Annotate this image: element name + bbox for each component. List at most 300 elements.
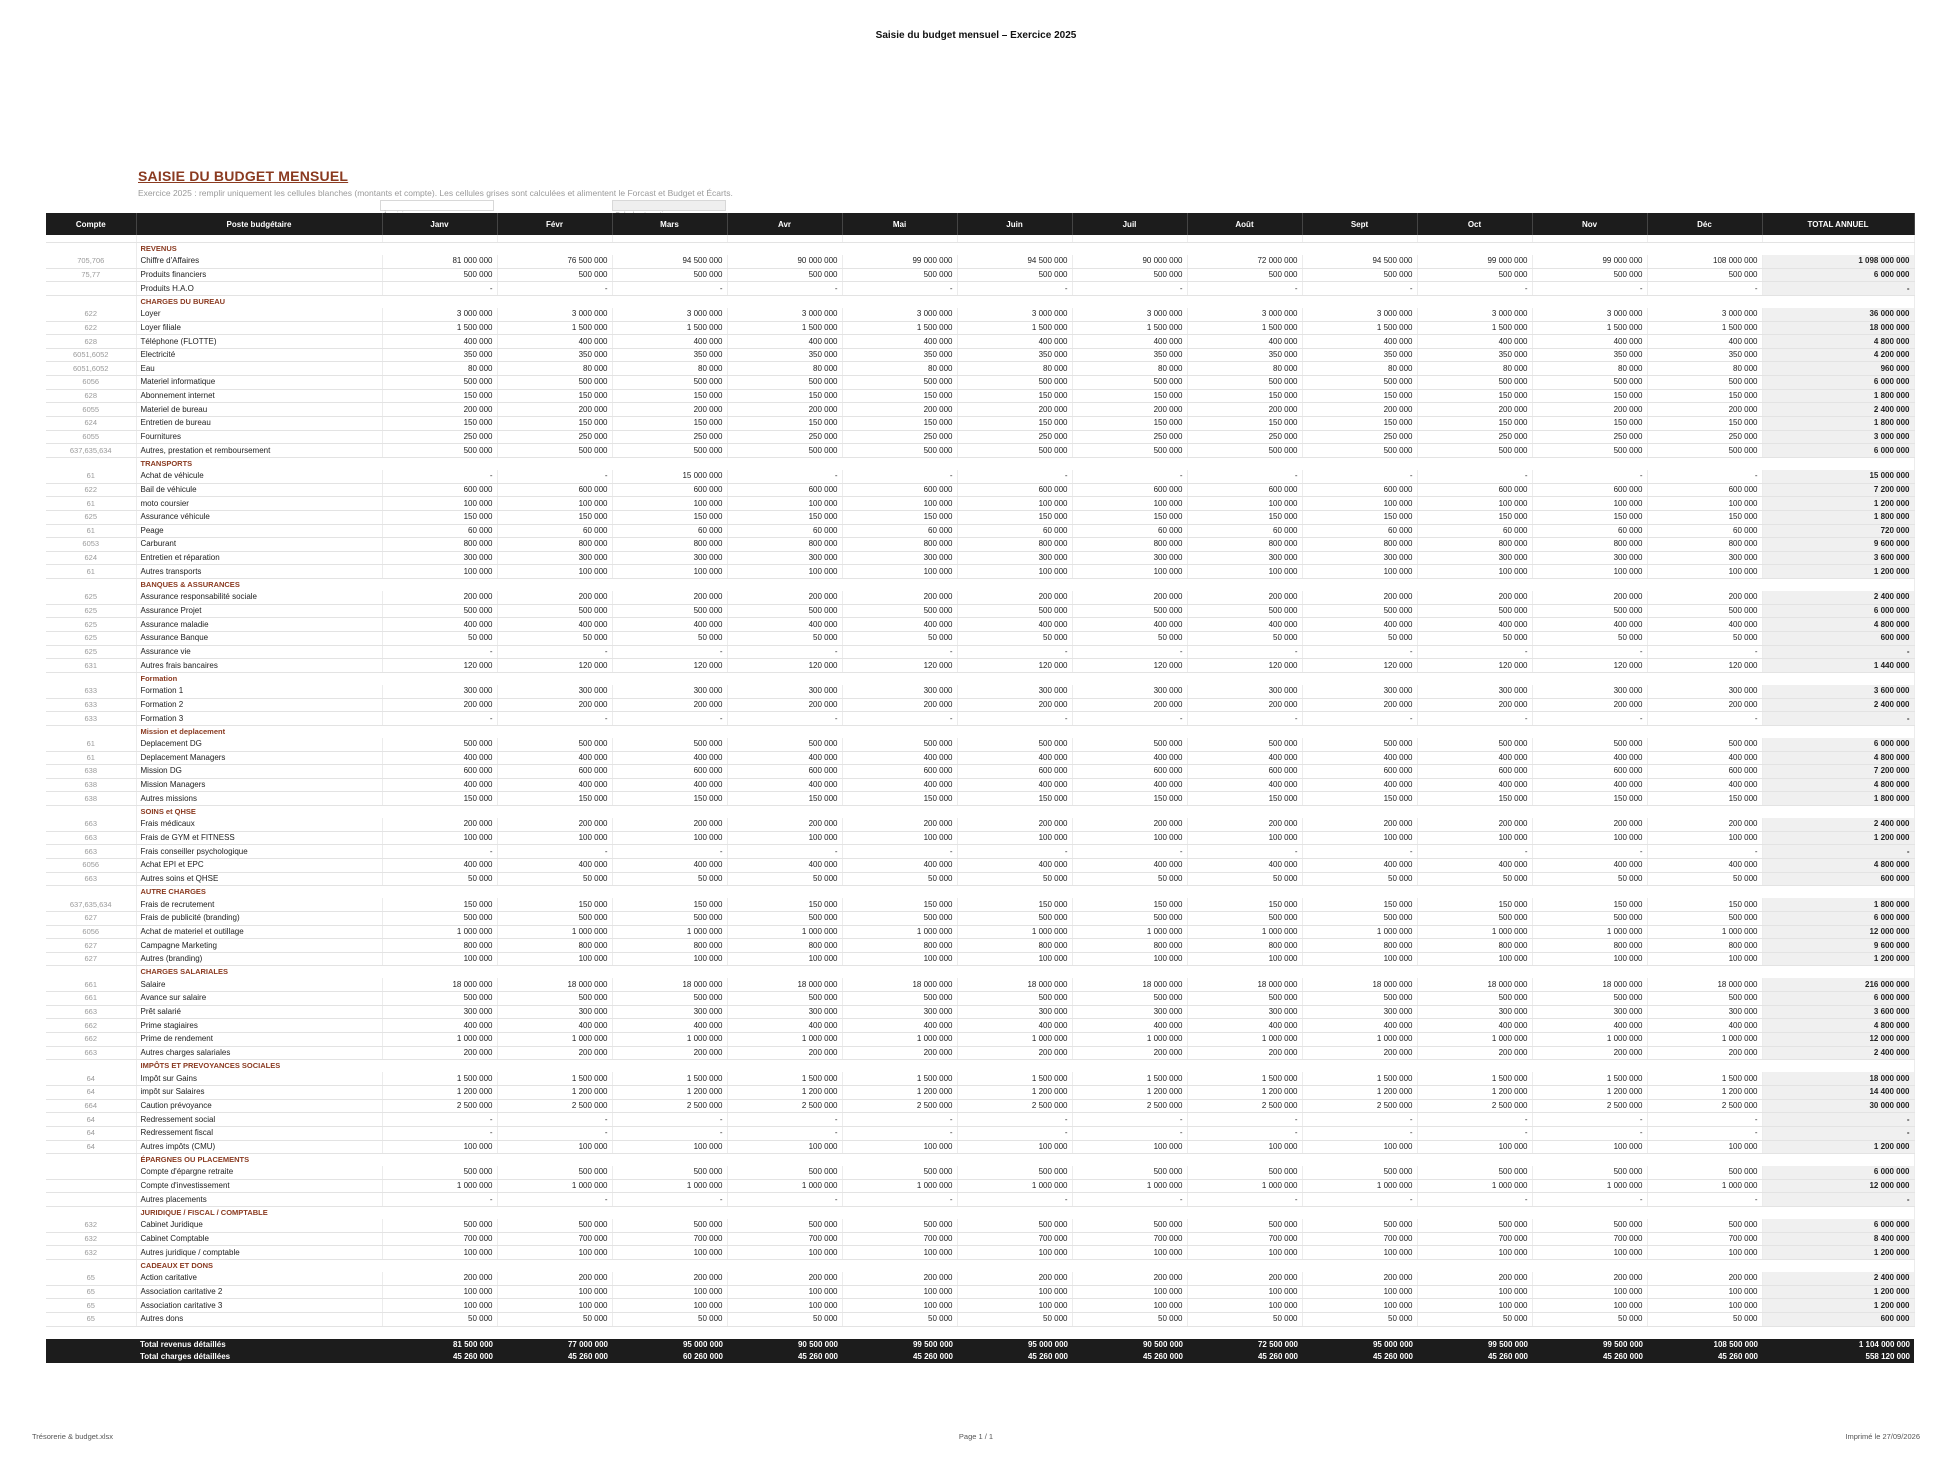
month-amount-cell[interactable]: 250 000: [1417, 430, 1532, 444]
month-amount-cell[interactable]: 150 000: [842, 510, 957, 524]
month-amount-cell[interactable]: 200 000: [382, 1046, 497, 1060]
month-amount-cell[interactable]: 400 000: [1302, 618, 1417, 632]
month-amount-cell[interactable]: 500 000: [1302, 992, 1417, 1006]
month-amount-cell[interactable]: 400 000: [382, 335, 497, 349]
month-amount-cell[interactable]: 150 000: [727, 792, 842, 806]
month-amount-cell[interactable]: 100 000: [382, 952, 497, 966]
month-amount-cell[interactable]: 500 000: [957, 738, 1072, 751]
month-amount-cell[interactable]: 200 000: [842, 591, 957, 604]
month-amount-cell[interactable]: -: [1647, 470, 1762, 483]
month-amount-cell[interactable]: 100 000: [497, 565, 612, 579]
month-amount-cell[interactable]: 18 000 000: [382, 978, 497, 991]
month-amount-cell[interactable]: 200 000: [1072, 698, 1187, 712]
month-amount-cell[interactable]: 150 000: [1187, 389, 1302, 403]
month-amount-cell[interactable]: 500 000: [842, 268, 957, 282]
month-amount-cell[interactable]: 700 000: [1417, 1232, 1532, 1246]
month-amount-cell[interactable]: -: [1187, 1193, 1302, 1207]
month-amount-cell[interactable]: 600 000: [1302, 765, 1417, 779]
month-amount-cell[interactable]: 500 000: [727, 992, 842, 1006]
account-code-cell[interactable]: 61: [46, 497, 136, 511]
month-amount-cell[interactable]: 100 000: [1072, 952, 1187, 966]
month-amount-cell[interactable]: 100 000: [1417, 1285, 1532, 1299]
month-amount-cell[interactable]: 100 000: [382, 1285, 497, 1299]
month-amount-cell[interactable]: 250 000: [842, 430, 957, 444]
month-amount-cell[interactable]: 1 500 000: [957, 321, 1072, 335]
month-amount-cell[interactable]: 700 000: [382, 1232, 497, 1246]
month-amount-cell[interactable]: 120 000: [1072, 659, 1187, 673]
budget-line-label[interactable]: Assurance Banque: [136, 632, 382, 646]
month-amount-cell[interactable]: 1 000 000: [1532, 925, 1647, 939]
month-amount-cell[interactable]: 200 000: [1647, 591, 1762, 604]
month-amount-cell[interactable]: 2 500 000: [1647, 1099, 1762, 1113]
month-amount-cell[interactable]: 350 000: [842, 348, 957, 362]
month-amount-cell[interactable]: 400 000: [957, 1019, 1072, 1033]
month-amount-cell[interactable]: 500 000: [727, 1219, 842, 1232]
month-amount-cell[interactable]: 300 000: [612, 1005, 727, 1019]
budget-line-label[interactable]: Materiel de bureau: [136, 403, 382, 417]
month-amount-cell[interactable]: 400 000: [497, 858, 612, 872]
month-amount-cell[interactable]: 500 000: [1187, 268, 1302, 282]
month-amount-cell[interactable]: 120 000: [842, 659, 957, 673]
month-amount-cell[interactable]: 200 000: [1187, 403, 1302, 417]
month-amount-cell[interactable]: 500 000: [727, 376, 842, 390]
month-amount-cell[interactable]: 200 000: [842, 403, 957, 417]
month-amount-cell[interactable]: 350 000: [1187, 348, 1302, 362]
month-amount-cell[interactable]: 500 000: [1302, 376, 1417, 390]
account-code-cell[interactable]: [46, 282, 136, 296]
month-amount-cell[interactable]: 500 000: [1647, 1166, 1762, 1179]
month-amount-cell[interactable]: 100 000: [957, 497, 1072, 511]
month-amount-cell[interactable]: -: [1417, 645, 1532, 659]
month-amount-cell[interactable]: 80 000: [497, 362, 612, 376]
month-amount-cell[interactable]: 100 000: [1302, 831, 1417, 845]
month-amount-cell[interactable]: 60 000: [612, 524, 727, 538]
budget-line-label[interactable]: Autres (branding): [136, 952, 382, 966]
month-amount-cell[interactable]: -: [842, 470, 957, 483]
month-amount-cell[interactable]: 100 000: [1417, 1299, 1532, 1313]
month-amount-cell[interactable]: 150 000: [1072, 792, 1187, 806]
month-amount-cell[interactable]: 500 000: [1647, 376, 1762, 390]
month-amount-cell[interactable]: 400 000: [1417, 778, 1532, 792]
budget-line-label[interactable]: Compte d'investissement: [136, 1179, 382, 1193]
month-amount-cell[interactable]: 1 200 000: [1187, 1085, 1302, 1099]
month-amount-cell[interactable]: 200 000: [1187, 698, 1302, 712]
month-amount-cell[interactable]: 200 000: [1532, 1046, 1647, 1060]
month-amount-cell[interactable]: 1 500 000: [1647, 1072, 1762, 1085]
month-amount-cell[interactable]: 100 000: [1532, 1285, 1647, 1299]
month-amount-cell[interactable]: 400 000: [1532, 335, 1647, 349]
month-amount-cell[interactable]: 700 000: [1187, 1232, 1302, 1246]
month-amount-cell[interactable]: 200 000: [497, 1272, 612, 1285]
month-amount-cell[interactable]: 500 000: [957, 444, 1072, 458]
month-amount-cell[interactable]: 500 000: [727, 268, 842, 282]
month-amount-cell[interactable]: -: [612, 645, 727, 659]
month-amount-cell[interactable]: 80 000: [842, 362, 957, 376]
month-amount-cell[interactable]: 1 000 000: [1417, 1033, 1532, 1047]
month-amount-cell[interactable]: 2 500 000: [1532, 1099, 1647, 1113]
month-amount-cell[interactable]: 500 000: [1072, 268, 1187, 282]
budget-line-label[interactable]: Autres juridique / comptable: [136, 1246, 382, 1260]
month-amount-cell[interactable]: 200 000: [1417, 1272, 1532, 1285]
month-amount-cell[interactable]: 200 000: [1302, 698, 1417, 712]
month-amount-cell[interactable]: 500 000: [1072, 992, 1187, 1006]
month-amount-cell[interactable]: 600 000: [1647, 483, 1762, 497]
month-amount-cell[interactable]: 1 200 000: [1647, 1085, 1762, 1099]
month-amount-cell[interactable]: 300 000: [612, 551, 727, 565]
month-amount-cell[interactable]: 1 000 000: [382, 1033, 497, 1047]
month-amount-cell[interactable]: 500 000: [1417, 911, 1532, 925]
month-amount-cell[interactable]: 500 000: [727, 444, 842, 458]
month-amount-cell[interactable]: 400 000: [1302, 858, 1417, 872]
month-amount-cell[interactable]: 200 000: [497, 591, 612, 604]
month-amount-cell[interactable]: 400 000: [612, 1019, 727, 1033]
account-code-cell[interactable]: 61: [46, 470, 136, 483]
month-amount-cell[interactable]: 500 000: [1187, 1166, 1302, 1179]
month-amount-cell[interactable]: 300 000: [1187, 1005, 1302, 1019]
month-amount-cell[interactable]: 90 000 000: [1072, 255, 1187, 268]
month-amount-cell[interactable]: 50 000: [842, 1312, 957, 1326]
month-amount-cell[interactable]: 100 000: [497, 1246, 612, 1260]
month-amount-cell[interactable]: 3 000 000: [1532, 308, 1647, 321]
month-amount-cell[interactable]: 1 000 000: [1072, 925, 1187, 939]
month-amount-cell[interactable]: -: [1417, 1113, 1532, 1127]
month-amount-cell[interactable]: 100 000: [382, 565, 497, 579]
month-amount-cell[interactable]: 150 000: [382, 389, 497, 403]
month-amount-cell[interactable]: 50 000: [1187, 1312, 1302, 1326]
account-code-cell[interactable]: 664: [46, 1099, 136, 1113]
month-amount-cell[interactable]: 600 000: [1302, 483, 1417, 497]
month-amount-cell[interactable]: 50 000: [727, 632, 842, 646]
month-amount-cell[interactable]: 500 000: [612, 444, 727, 458]
month-amount-cell[interactable]: 100 000: [1187, 1140, 1302, 1154]
month-amount-cell[interactable]: 150 000: [957, 417, 1072, 431]
month-amount-cell[interactable]: 500 000: [497, 444, 612, 458]
month-amount-cell[interactable]: 200 000: [1647, 1046, 1762, 1060]
month-amount-cell[interactable]: 400 000: [1187, 751, 1302, 765]
month-amount-cell[interactable]: 100 000: [1187, 952, 1302, 966]
month-amount-cell[interactable]: 150 000: [1302, 389, 1417, 403]
month-amount-cell[interactable]: 350 000: [1302, 348, 1417, 362]
month-amount-cell[interactable]: -: [497, 1113, 612, 1127]
month-amount-cell[interactable]: 100 000: [1532, 497, 1647, 511]
month-amount-cell[interactable]: 18 000 000: [1532, 978, 1647, 991]
month-amount-cell[interactable]: 400 000: [842, 858, 957, 872]
month-amount-cell[interactable]: 200 000: [497, 403, 612, 417]
month-amount-cell[interactable]: 120 000: [612, 659, 727, 673]
month-amount-cell[interactable]: 200 000: [612, 818, 727, 831]
month-amount-cell[interactable]: 18 000 000: [842, 978, 957, 991]
budget-line-label[interactable]: Produits financiers: [136, 268, 382, 282]
month-amount-cell[interactable]: 500 000: [957, 911, 1072, 925]
budget-line-label[interactable]: Autres soins et QHSE: [136, 872, 382, 886]
month-amount-cell[interactable]: 500 000: [497, 738, 612, 751]
month-amount-cell[interactable]: 1 000 000: [1187, 1179, 1302, 1193]
month-amount-cell[interactable]: 200 000: [1302, 403, 1417, 417]
month-amount-cell[interactable]: 150 000: [1647, 898, 1762, 911]
month-amount-cell[interactable]: 150 000: [1187, 898, 1302, 911]
month-amount-cell[interactable]: 600 000: [957, 483, 1072, 497]
budget-line-label[interactable]: Action caritative: [136, 1272, 382, 1285]
month-amount-cell[interactable]: 3 000 000: [1417, 308, 1532, 321]
month-amount-cell[interactable]: 500 000: [1072, 376, 1187, 390]
month-amount-cell[interactable]: 50 000: [1072, 632, 1187, 646]
month-amount-cell[interactable]: 300 000: [382, 551, 497, 565]
month-amount-cell[interactable]: 60 000: [1532, 524, 1647, 538]
budget-line-label[interactable]: Impôt sur Gains: [136, 1072, 382, 1085]
month-amount-cell[interactable]: 200 000: [1187, 1046, 1302, 1060]
month-amount-cell[interactable]: 150 000: [727, 417, 842, 431]
month-amount-cell[interactable]: 100 000: [727, 1246, 842, 1260]
month-amount-cell[interactable]: -: [1072, 712, 1187, 726]
budget-line-label[interactable]: Deplacement Managers: [136, 751, 382, 765]
month-amount-cell[interactable]: 200 000: [1187, 591, 1302, 604]
month-amount-cell[interactable]: 500 000: [727, 738, 842, 751]
budget-line-label[interactable]: Eau: [136, 362, 382, 376]
month-amount-cell[interactable]: 400 000: [727, 751, 842, 765]
month-amount-cell[interactable]: 50 000: [1647, 872, 1762, 886]
budget-line-label[interactable]: Compte d'épargne retraite: [136, 1166, 382, 1179]
month-amount-cell[interactable]: 100 000: [1532, 831, 1647, 845]
month-amount-cell[interactable]: 500 000: [1532, 1219, 1647, 1232]
month-amount-cell[interactable]: 700 000: [842, 1232, 957, 1246]
month-amount-cell[interactable]: 800 000: [1187, 538, 1302, 552]
month-amount-cell[interactable]: 150 000: [1417, 510, 1532, 524]
month-amount-cell[interactable]: 18 000 000: [497, 978, 612, 991]
month-amount-cell[interactable]: 500 000: [957, 376, 1072, 390]
month-amount-cell[interactable]: 80 000: [1302, 362, 1417, 376]
month-amount-cell[interactable]: 1 000 000: [497, 925, 612, 939]
budget-line-label[interactable]: Peage: [136, 524, 382, 538]
month-amount-cell[interactable]: 50 000: [1532, 872, 1647, 886]
month-amount-cell[interactable]: 500 000: [1417, 738, 1532, 751]
month-amount-cell[interactable]: 500 000: [1647, 911, 1762, 925]
month-amount-cell[interactable]: 500 000: [842, 911, 957, 925]
month-amount-cell[interactable]: 50 000: [1417, 1312, 1532, 1326]
month-amount-cell[interactable]: -: [1187, 645, 1302, 659]
month-amount-cell[interactable]: 120 000: [1187, 659, 1302, 673]
month-amount-cell[interactable]: 200 000: [1072, 1046, 1187, 1060]
month-amount-cell[interactable]: 200 000: [1647, 698, 1762, 712]
month-amount-cell[interactable]: 500 000: [382, 604, 497, 618]
account-code-cell[interactable]: 622: [46, 321, 136, 335]
month-amount-cell[interactable]: 200 000: [382, 698, 497, 712]
month-amount-cell[interactable]: 800 000: [842, 939, 957, 953]
account-code-cell[interactable]: 661: [46, 992, 136, 1006]
month-amount-cell[interactable]: 250 000: [382, 430, 497, 444]
month-amount-cell[interactable]: 400 000: [382, 778, 497, 792]
month-amount-cell[interactable]: 3 000 000: [1302, 308, 1417, 321]
month-amount-cell[interactable]: 100 000: [1302, 1299, 1417, 1313]
month-amount-cell[interactable]: 18 000 000: [1187, 978, 1302, 991]
account-code-cell[interactable]: 622: [46, 308, 136, 321]
month-amount-cell[interactable]: 1 200 000: [382, 1085, 497, 1099]
month-amount-cell[interactable]: -: [1647, 282, 1762, 296]
month-amount-cell[interactable]: 120 000: [382, 659, 497, 673]
account-code-cell[interactable]: 6056: [46, 925, 136, 939]
month-amount-cell[interactable]: 100 000: [1417, 497, 1532, 511]
account-code-cell[interactable]: 6053: [46, 538, 136, 552]
account-code-cell[interactable]: 631: [46, 659, 136, 673]
month-amount-cell[interactable]: 400 000: [727, 778, 842, 792]
month-amount-cell[interactable]: 600 000: [1187, 483, 1302, 497]
month-amount-cell[interactable]: 150 000: [497, 510, 612, 524]
month-amount-cell[interactable]: 3 000 000: [957, 308, 1072, 321]
month-amount-cell[interactable]: 2 500 000: [1072, 1099, 1187, 1113]
month-amount-cell[interactable]: -: [1532, 645, 1647, 659]
month-amount-cell[interactable]: 3 000 000: [727, 308, 842, 321]
month-amount-cell[interactable]: -: [612, 712, 727, 726]
month-amount-cell[interactable]: 1 500 000: [497, 321, 612, 335]
budget-line-label[interactable]: Achat de materiel et outillage: [136, 925, 382, 939]
month-amount-cell[interactable]: 300 000: [1647, 1005, 1762, 1019]
month-amount-cell[interactable]: 1 500 000: [1417, 321, 1532, 335]
month-amount-cell[interactable]: 1 000 000: [497, 1033, 612, 1047]
month-amount-cell[interactable]: 1 000 000: [1302, 1033, 1417, 1047]
month-amount-cell[interactable]: 250 000: [1302, 430, 1417, 444]
month-amount-cell[interactable]: 800 000: [497, 939, 612, 953]
month-amount-cell[interactable]: 100 000: [612, 1140, 727, 1154]
month-amount-cell[interactable]: 50 000: [382, 872, 497, 886]
budget-line-label[interactable]: moto coursier: [136, 497, 382, 511]
budget-line-label[interactable]: Entretien et réparation: [136, 551, 382, 565]
month-amount-cell[interactable]: 1 500 000: [382, 321, 497, 335]
budget-line-label[interactable]: Loyer: [136, 308, 382, 321]
month-amount-cell[interactable]: 1 000 000: [612, 1033, 727, 1047]
month-amount-cell[interactable]: 800 000: [382, 939, 497, 953]
account-code-cell[interactable]: [46, 1193, 136, 1207]
budget-line-label[interactable]: Cabinet Juridique: [136, 1219, 382, 1232]
month-amount-cell[interactable]: 400 000: [612, 335, 727, 349]
month-amount-cell[interactable]: -: [727, 1193, 842, 1207]
month-amount-cell[interactable]: 50 000: [1072, 1312, 1187, 1326]
month-amount-cell[interactable]: 600 000: [1072, 483, 1187, 497]
month-amount-cell[interactable]: -: [957, 712, 1072, 726]
month-amount-cell[interactable]: 400 000: [1302, 751, 1417, 765]
month-amount-cell[interactable]: -: [1187, 1126, 1302, 1140]
month-amount-cell[interactable]: 1 500 000: [1532, 1072, 1647, 1085]
month-amount-cell[interactable]: 300 000: [727, 551, 842, 565]
month-amount-cell[interactable]: 300 000: [1072, 551, 1187, 565]
month-amount-cell[interactable]: 100 000: [842, 1246, 957, 1260]
month-amount-cell[interactable]: 500 000: [1647, 1219, 1762, 1232]
month-amount-cell[interactable]: -: [1302, 1113, 1417, 1127]
account-code-cell[interactable]: 6055: [46, 403, 136, 417]
month-amount-cell[interactable]: 100 000: [1302, 565, 1417, 579]
month-amount-cell[interactable]: 500 000: [1417, 376, 1532, 390]
month-amount-cell[interactable]: 400 000: [1072, 778, 1187, 792]
budget-line-label[interactable]: Deplacement DG: [136, 738, 382, 751]
month-amount-cell[interactable]: 100 000: [1302, 1246, 1417, 1260]
month-amount-cell[interactable]: 150 000: [842, 898, 957, 911]
month-amount-cell[interactable]: 600 000: [1187, 765, 1302, 779]
month-amount-cell[interactable]: 350 000: [1072, 348, 1187, 362]
month-amount-cell[interactable]: 400 000: [1072, 1019, 1187, 1033]
month-amount-cell[interactable]: 1 000 000: [1647, 1179, 1762, 1193]
month-amount-cell[interactable]: 1 500 000: [957, 1072, 1072, 1085]
month-amount-cell[interactable]: 18 000 000: [957, 978, 1072, 991]
month-amount-cell[interactable]: 120 000: [1417, 659, 1532, 673]
month-amount-cell[interactable]: 500 000: [497, 1219, 612, 1232]
month-amount-cell[interactable]: -: [727, 645, 842, 659]
account-code-cell[interactable]: 661: [46, 978, 136, 991]
month-amount-cell[interactable]: 200 000: [382, 818, 497, 831]
budget-line-label[interactable]: Formation 2: [136, 698, 382, 712]
month-amount-cell[interactable]: 100 000: [497, 1299, 612, 1313]
month-amount-cell[interactable]: 150 000: [842, 792, 957, 806]
month-amount-cell[interactable]: 300 000: [842, 1005, 957, 1019]
month-amount-cell[interactable]: 200 000: [1072, 591, 1187, 604]
month-amount-cell[interactable]: 300 000: [1072, 685, 1187, 698]
account-code-cell[interactable]: 6051,6052: [46, 362, 136, 376]
budget-line-label[interactable]: Assurance responsabilité sociale: [136, 591, 382, 604]
month-amount-cell[interactable]: 200 000: [1647, 403, 1762, 417]
month-amount-cell[interactable]: -: [497, 712, 612, 726]
month-amount-cell[interactable]: 50 000: [497, 632, 612, 646]
month-amount-cell[interactable]: 500 000: [1072, 1166, 1187, 1179]
account-code-cell[interactable]: 61: [46, 565, 136, 579]
month-amount-cell[interactable]: 50 000: [727, 1312, 842, 1326]
month-amount-cell[interactable]: 300 000: [497, 551, 612, 565]
month-amount-cell[interactable]: 50 000: [1417, 632, 1532, 646]
month-amount-cell[interactable]: 100 000: [1417, 1246, 1532, 1260]
account-code-cell[interactable]: 663: [46, 872, 136, 886]
month-amount-cell[interactable]: 150 000: [1532, 792, 1647, 806]
month-amount-cell[interactable]: 200 000: [957, 1046, 1072, 1060]
budget-line-label[interactable]: Assurance véhicule: [136, 510, 382, 524]
month-amount-cell[interactable]: 99 000 000: [842, 255, 957, 268]
month-amount-cell[interactable]: 600 000: [612, 483, 727, 497]
month-amount-cell[interactable]: 300 000: [382, 685, 497, 698]
month-amount-cell[interactable]: 300 000: [842, 551, 957, 565]
month-amount-cell[interactable]: 50 000: [957, 632, 1072, 646]
month-amount-cell[interactable]: 500 000: [382, 444, 497, 458]
month-amount-cell[interactable]: 500 000: [957, 604, 1072, 618]
month-amount-cell[interactable]: 100 000: [1072, 497, 1187, 511]
account-code-cell[interactable]: 633: [46, 685, 136, 698]
month-amount-cell[interactable]: 500 000: [382, 992, 497, 1006]
month-amount-cell[interactable]: 1 200 000: [1072, 1085, 1187, 1099]
month-amount-cell[interactable]: 800 000: [957, 939, 1072, 953]
month-amount-cell[interactable]: -: [957, 645, 1072, 659]
budget-line-label[interactable]: Fournitures: [136, 430, 382, 444]
month-amount-cell[interactable]: 400 000: [1647, 335, 1762, 349]
month-amount-cell[interactable]: 76 500 000: [497, 255, 612, 268]
month-amount-cell[interactable]: 50 000: [1532, 632, 1647, 646]
month-amount-cell[interactable]: -: [1532, 845, 1647, 859]
month-amount-cell[interactable]: 200 000: [957, 818, 1072, 831]
month-amount-cell[interactable]: 1 000 000: [382, 1179, 497, 1193]
month-amount-cell[interactable]: 300 000: [1647, 685, 1762, 698]
month-amount-cell[interactable]: 300 000: [1302, 685, 1417, 698]
month-amount-cell[interactable]: 300 000: [497, 1005, 612, 1019]
month-amount-cell[interactable]: 2 500 000: [842, 1099, 957, 1113]
month-amount-cell[interactable]: 500 000: [1302, 444, 1417, 458]
month-amount-cell[interactable]: 100 000: [382, 1299, 497, 1313]
month-amount-cell[interactable]: 100 000: [1532, 952, 1647, 966]
month-amount-cell[interactable]: 150 000: [497, 792, 612, 806]
month-amount-cell[interactable]: 2 500 000: [727, 1099, 842, 1113]
month-amount-cell[interactable]: 500 000: [1072, 444, 1187, 458]
month-amount-cell[interactable]: 100 000: [727, 831, 842, 845]
month-amount-cell[interactable]: 200 000: [1532, 403, 1647, 417]
month-amount-cell[interactable]: 400 000: [612, 858, 727, 872]
month-amount-cell[interactable]: -: [382, 1193, 497, 1207]
budget-line-label[interactable]: Autres charges salariales: [136, 1046, 382, 1060]
month-amount-cell[interactable]: -: [842, 845, 957, 859]
month-amount-cell[interactable]: 1 000 000: [1072, 1033, 1187, 1047]
month-amount-cell[interactable]: 94 500 000: [612, 255, 727, 268]
month-amount-cell[interactable]: 500 000: [1187, 1219, 1302, 1232]
